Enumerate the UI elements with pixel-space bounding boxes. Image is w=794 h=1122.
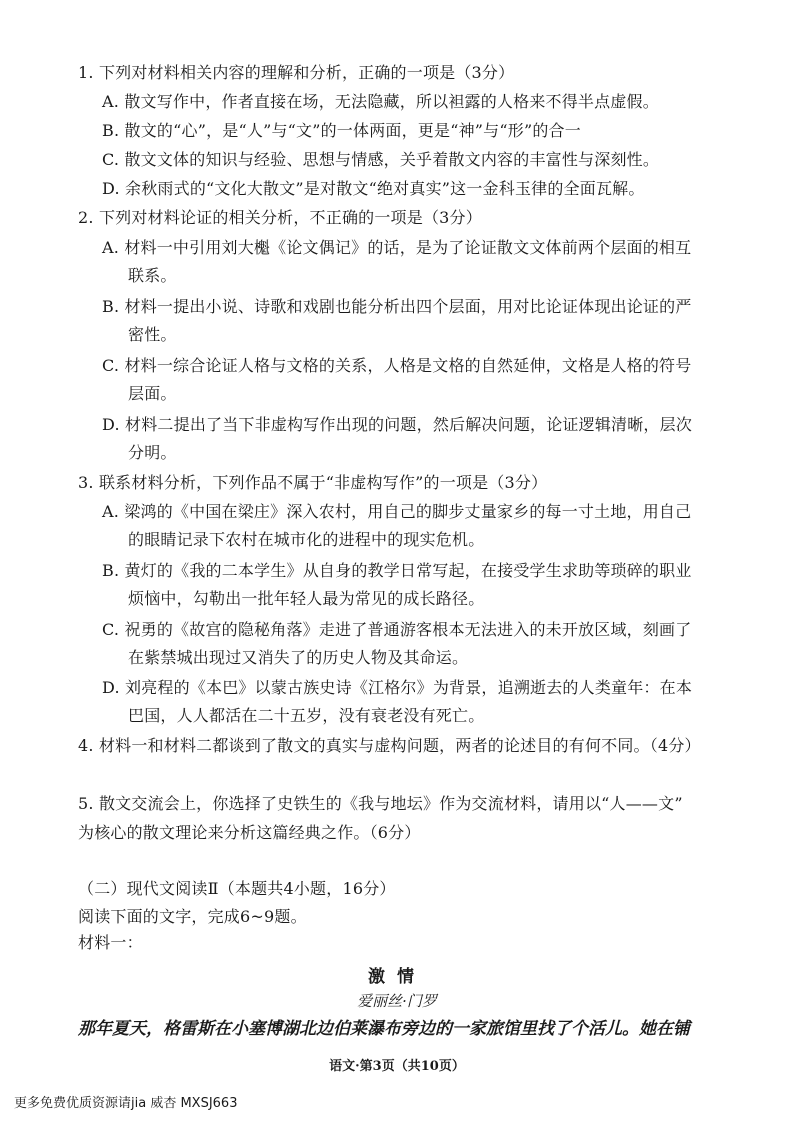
question-3-option-d-cont: 巴国，人人都活在二十五岁，没有衰老没有死亡。 [128, 706, 485, 725]
question-2-option-a-cont: 联系。 [128, 266, 177, 285]
page-footer: 语文·第3页（共10页） [329, 1059, 465, 1074]
section-instruction: 阅读下面的文字，完成6~9题。 [78, 907, 307, 926]
question-2-option-d-cont: 分明。 [128, 443, 177, 462]
question-2-option-d: D. 材料二提出了当下非虚构写作出现的问题，然后解决问题，论证逻辑清晰，层次 [102, 415, 693, 434]
question-4-stem: 4. 材料一和材料二都谈到了散文的真实与虚构问题，两者的论述目的有何不同。（4分） [78, 736, 701, 755]
question-5-line-1: 5. 散文交流会上，你选择了史铁生的《我与地坛》作为交流材料，请用以“人——文” [78, 794, 683, 813]
story-author: 爱丽丝·门罗 [357, 992, 437, 1010]
watermark-text: 更多免费优质资源请jia 威杏 MXSJ663 [14, 1096, 238, 1111]
material-label: 材料一： [78, 933, 143, 952]
section-heading: （二）现代文阅读Ⅱ（本题共4小题，16分） [78, 879, 396, 898]
question-2-option-b-cont: 密性。 [128, 325, 177, 344]
question-1-option-a: A. 散文写作中，作者直接在场，无法隐藏，所以袒露的人格来不得半点虚假。 [102, 92, 659, 111]
question-3-option-c: C. 祝勇的《故宫的隐秘角落》走进了普通游客根本无法进入的未开放区域，刻画了 [102, 620, 692, 639]
question-1-option-c: C. 散文文体的知识与经验、思想与情感，关乎着散文内容的丰富性与深刻性。 [102, 150, 660, 169]
question-5-line-2: 为核心的散文理论来分析这篇经典之作。（6分） [78, 823, 421, 842]
question-3-option-a: A. 梁鸿的《中国在梁庄》深入农村，用自己的脚步丈量家乡的每一寸土地，用自己 [102, 502, 692, 521]
question-3-option-b-cont: 烦恼中，勾勒出一批年轻人最为常见的成长路径。 [128, 589, 485, 608]
question-3-option-c-cont: 在紫禁城出现过又消失了的历史人物及其命运。 [128, 648, 469, 667]
question-2-option-c: C. 材料一综合论证人格与文格的关系，人格是文格的自然延伸，文格是人格的符号 [102, 356, 692, 375]
question-3-option-a-cont: 的眼睛记录下农村在城市化的进程中的现实危机。 [128, 530, 485, 549]
question-3-option-d: D. 刘亮程的《本巴》以蒙古族史诗《江格尔》为背景，追溯逝去的人类童年：在本 [102, 678, 693, 697]
question-3-stem: 3. 联系材料分析，下列作品不属于“非虚构写作”的一项是（3分） [78, 473, 548, 492]
story-first-line: 那年夏天，格雷斯在小塞博湖北边伯莱瀑布旁边的一家旅馆里找了个活儿。她在铺 [78, 1019, 690, 1039]
question-1-option-b: B. 散文的“心”，是“人”与“文”的一体两面，更是“神”与“形”的合一 [102, 121, 581, 140]
question-1-option-d: D. 余秋雨式的“文化大散文”是对散文“绝对真实”这一金科玉律的全面瓦解。 [102, 179, 645, 198]
question-3-option-b: B. 黄灯的《我的二本学生》从自身的教学日常写起，在接受学生求助等琐碎的职业 [102, 561, 692, 580]
question-2-option-b: B. 材料一提出小说、诗歌和戏剧也能分析出四个层面，用对比论证体现出论证的严 [102, 297, 692, 316]
question-1-stem: 1. 下列对材料相关内容的理解和分析，正确的一项是（3分） [78, 63, 515, 82]
story-title: 激情 [368, 967, 426, 987]
question-2-option-a: A. 材料一中引用刘大櫆《论文偶记》的话，是为了论证散文文体前两个层面的相互 [102, 238, 692, 257]
question-2-stem: 2. 下列对材料论证的相关分析，不正确的一项是（3分） [78, 208, 482, 227]
question-2-option-c-cont: 层面。 [128, 384, 177, 403]
